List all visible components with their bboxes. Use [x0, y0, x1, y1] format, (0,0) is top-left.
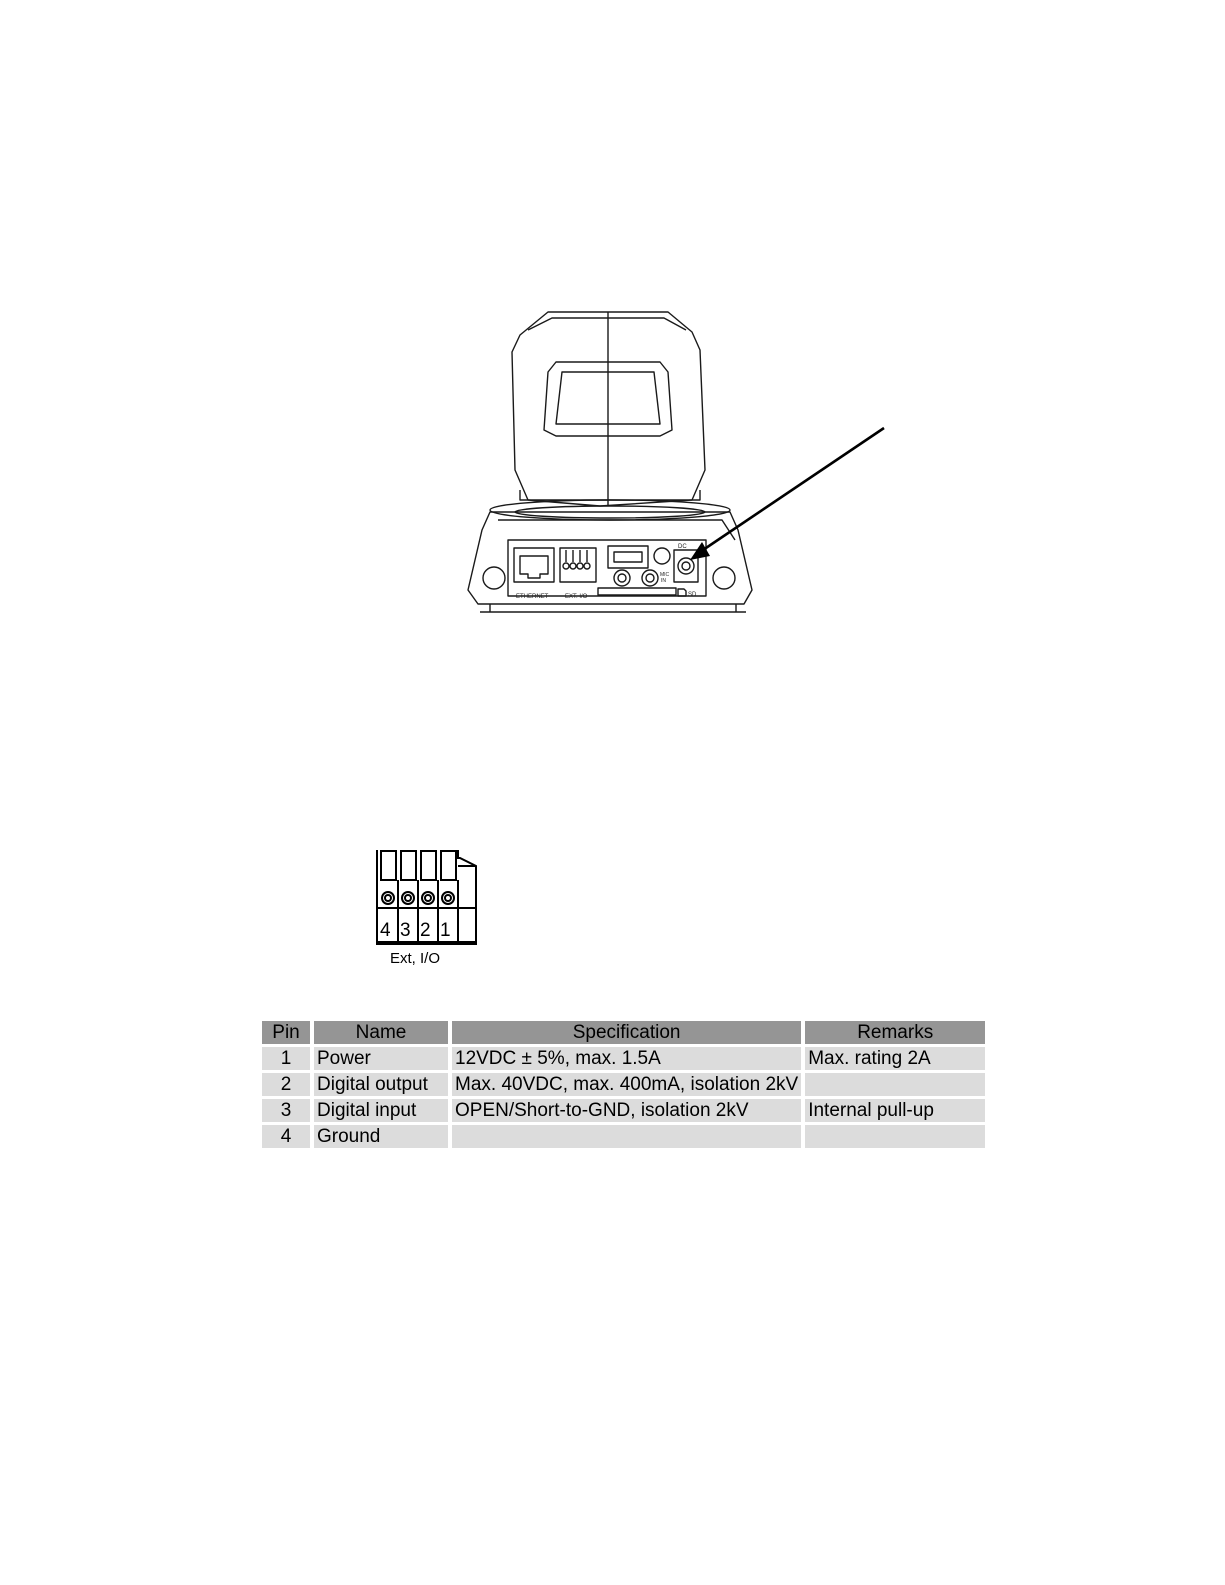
connector-hole-3 [402, 892, 414, 904]
camera-head-top-edge [528, 318, 686, 330]
pointer-arrow-line [700, 428, 884, 552]
cell-pin: 3 [262, 1099, 310, 1122]
mic-label-bottom: IN [661, 578, 666, 584]
camera-rear-figure [0, 0, 1225, 700]
camera-base-edge [498, 520, 735, 540]
camera-side-knob-left [483, 567, 505, 589]
connector-slot-2 [421, 851, 436, 880]
connector-hole-1 [442, 892, 454, 904]
table-row [262, 1047, 985, 1070]
ext-io-connector-illustration [370, 848, 490, 973]
connector-slot-4 [381, 851, 396, 880]
cell-remarks [805, 1073, 985, 1096]
cell-spec: OPEN/Short-to-GND, isolation 2kV [452, 1099, 801, 1122]
connector-caption: Ext, I/O [390, 950, 441, 967]
connector-hole-2 [422, 892, 434, 904]
camera-neck [520, 490, 700, 500]
camera-rear-illustration [0, 0, 1225, 700]
cell-spec: 12VDC ± 5%, max. 1.5A [452, 1047, 801, 1070]
header-remarks: Remarks [805, 1021, 985, 1044]
table-row [262, 1073, 985, 1096]
camera-side-knob-right [713, 567, 735, 589]
sd-slot [598, 588, 676, 595]
connector-pin-label-2: 2 [420, 920, 431, 941]
cell-name: Power [314, 1047, 448, 1070]
audio-jack [614, 570, 630, 586]
connector-slot-3 [401, 851, 416, 880]
connector-pin-label-4: 4 [380, 920, 391, 941]
cell-name: Digital output [314, 1073, 448, 1096]
dc-label: DC [678, 544, 687, 550]
pin-spec-table [258, 1018, 989, 1151]
cell-remarks: Internal pull-up [805, 1099, 985, 1122]
pointer-arrow-head [690, 542, 710, 560]
connector-slot-1 [441, 851, 456, 880]
cell-remarks [805, 1125, 985, 1148]
camera-base-ring [490, 500, 730, 520]
cell-remarks: Max. rating 2A [805, 1047, 985, 1070]
camera-base-body [468, 512, 752, 604]
cell-spec: Max. 40VDC, max. 400mA, isolation 2kV [452, 1073, 801, 1096]
cell-pin: 1 [262, 1047, 310, 1070]
header-name: Name [314, 1021, 448, 1044]
cell-name: Digital input [314, 1099, 448, 1122]
header-specification: Specification [452, 1021, 801, 1044]
ethernet-label: ETHERNET [516, 594, 549, 600]
connector-pin-label-3: 3 [400, 920, 411, 941]
connector-hole-4 [382, 892, 394, 904]
header-pin: Pin [262, 1021, 310, 1044]
table-row [262, 1099, 985, 1122]
cell-name: Ground [314, 1125, 448, 1148]
cell-pin: 2 [262, 1073, 310, 1096]
table-row [262, 1125, 985, 1148]
ethernet-port-socket [520, 556, 548, 578]
mic-label-top: MIC [660, 572, 670, 578]
cell-spec [452, 1125, 801, 1148]
mic-in-jack [642, 570, 658, 586]
connector-pin-label-1: 1 [440, 920, 451, 941]
reset-button [654, 548, 670, 564]
ext-io-label: EXT. I/O [565, 594, 588, 600]
sd-label: SD [688, 592, 697, 598]
ext-io-connector-figure [370, 848, 490, 973]
table-header-row [262, 1021, 985, 1044]
cell-pin: 4 [262, 1125, 310, 1148]
